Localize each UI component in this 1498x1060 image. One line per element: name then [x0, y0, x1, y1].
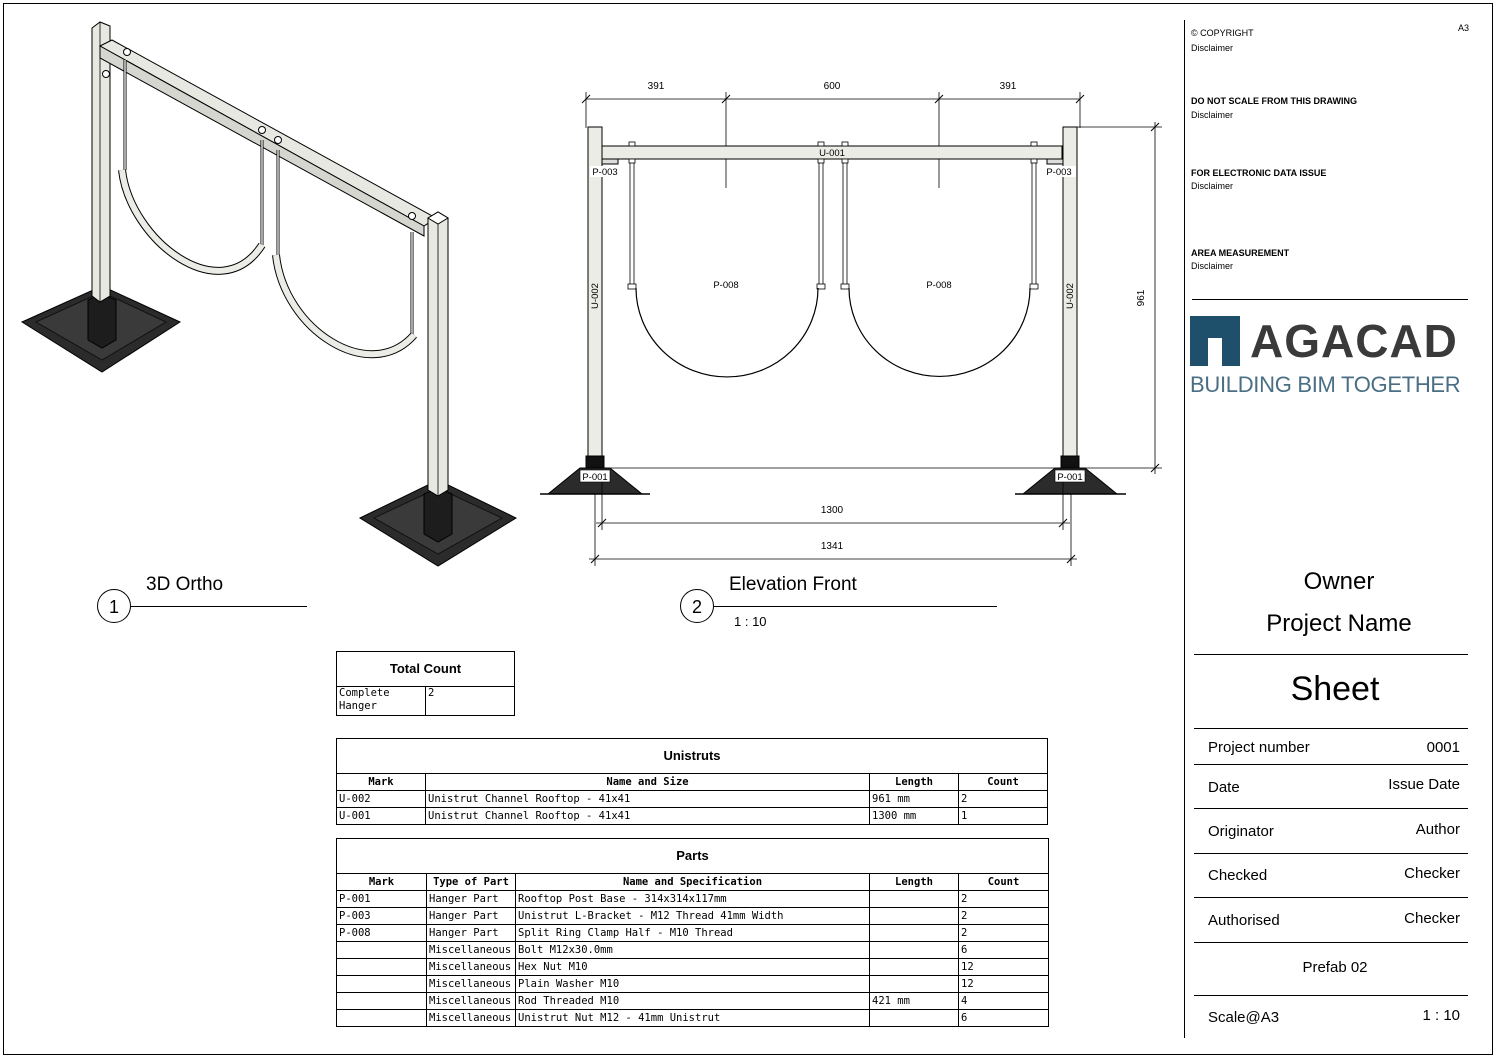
divider [1194, 654, 1468, 655]
dim-outer: 1341 [820, 541, 844, 552]
label-originator: Originator [1208, 823, 1274, 840]
view-number-elevation: 2 [680, 589, 714, 623]
divider [1194, 808, 1468, 809]
table-row [337, 1010, 1049, 1027]
table-row [337, 808, 1048, 825]
dim-right: 391 [999, 81, 1017, 92]
cell: 961 mm [870, 791, 959, 808]
parts-schedule [336, 838, 1049, 1027]
cell: 1 [959, 808, 1048, 825]
sheet-name: Sheet [1290, 670, 1380, 708]
cell: P-001 [337, 891, 427, 908]
dim-inner: 1300 [820, 505, 844, 516]
table-row [337, 908, 1049, 925]
value-scale: 1 : 10 [1422, 1007, 1460, 1024]
clamp-right-label: P-008 [926, 280, 952, 291]
cell: 1300 mm [870, 808, 959, 825]
cell [337, 959, 427, 976]
beam-label: U-001 [819, 148, 845, 159]
unistruts-title: Unistruts [337, 739, 1048, 774]
cell: Hex Nut M10 [516, 959, 870, 976]
cell [337, 942, 427, 959]
total-count-schedule [336, 651, 515, 716]
logo-name: AGACAD [1250, 315, 1458, 367]
cell [870, 908, 959, 925]
parts-header-mark: Mark [337, 874, 427, 891]
prefab-label: Prefab 02 [1302, 959, 1368, 976]
total-count-title: Total Count [337, 652, 515, 687]
parts-header-name: Name and Specification [516, 874, 870, 891]
divider [1194, 853, 1468, 854]
cell: Hanger Part [427, 925, 516, 942]
divider [1194, 897, 1468, 898]
top-beam [100, 40, 436, 226]
cell: Unistrut Channel Rooftop - 41x41 [426, 808, 870, 825]
cell: Unistrut L-Bracket - M12 Thread 41mm Width [516, 908, 870, 925]
cell: P-003 [337, 908, 427, 925]
view-scale-elevation: 1 : 10 [734, 614, 767, 629]
cell: Miscellaneous [427, 1010, 516, 1027]
value-checked: Checker [1404, 865, 1460, 882]
left-post [92, 22, 110, 302]
ortho-3d-view [0, 0, 560, 580]
post-right-label: U-002 [1065, 283, 1076, 309]
total-count-label: Complete Hanger [337, 687, 426, 716]
disclaimer-title-scale: DO NOT SCALE FROM THIS DRAWING [1191, 96, 1357, 106]
disclaimer-text-scale: Disclaimer [1191, 110, 1234, 120]
clamp-left-label: P-008 [713, 280, 739, 291]
divider [1194, 995, 1468, 996]
cell: 6 [959, 1010, 1049, 1027]
cell: 2 [959, 891, 1049, 908]
cell: Miscellaneous [427, 942, 516, 959]
cell: 421 mm [870, 993, 959, 1010]
view-title-line-elevation [714, 606, 997, 607]
disclaimer-title-electronic: FOR ELECTRONIC DATA ISSUE [1191, 168, 1327, 178]
cell: Split Ring Clamp Half - M10 Thread [516, 925, 870, 942]
cell [337, 993, 427, 1010]
cell [870, 1010, 959, 1027]
cell: 12 [959, 959, 1049, 976]
table-row [337, 791, 1048, 808]
bracket-right-label: P-003 [1046, 167, 1072, 178]
cell: P-008 [337, 925, 427, 942]
cell [870, 959, 959, 976]
value-project-number: 0001 [1426, 739, 1460, 756]
cell: 6 [959, 942, 1049, 959]
label-scale: Scale@A3 [1208, 1009, 1280, 1026]
table-row [337, 976, 1049, 993]
parts-header-length: Length [870, 874, 959, 891]
cell: Rod Threaded M10 [516, 993, 870, 1010]
cell [337, 1010, 427, 1027]
unistruts-header-mark: Mark [337, 774, 426, 791]
cell [870, 942, 959, 959]
label-authorised: Authorised [1208, 912, 1280, 929]
cell: U-002 [337, 791, 426, 808]
dim-left: 391 [647, 81, 665, 92]
cell: Miscellaneous [427, 959, 516, 976]
cell: Rooftop Post Base - 314x314x117mm [516, 891, 870, 908]
cell: Unistrut Channel Rooftop - 41x41 [426, 791, 870, 808]
divider [1194, 764, 1468, 765]
cell: 2 [959, 908, 1049, 925]
cell: Miscellaneous [427, 993, 516, 1010]
cell [870, 891, 959, 908]
cell [870, 925, 959, 942]
base-right-label: P-001 [1057, 472, 1083, 483]
unistruts-header-count: Count [959, 774, 1048, 791]
base-left-label: P-001 [582, 472, 608, 483]
parts-header-type: Type of Part [427, 874, 516, 891]
cell: 4 [959, 993, 1049, 1010]
table-row [337, 959, 1049, 976]
cell: 12 [959, 976, 1049, 993]
cell: 2 [959, 925, 1049, 942]
bracket-left-label: P-003 [592, 167, 618, 178]
cell: Hanger Part [427, 891, 516, 908]
title-block-divider [1184, 20, 1185, 1038]
sheet-size-label: A3 [1458, 23, 1470, 33]
cell [870, 976, 959, 993]
label-checked: Checked [1208, 867, 1268, 884]
divider [1194, 728, 1468, 729]
table-row [337, 925, 1049, 942]
owner: Owner [1303, 568, 1375, 595]
view-number-ortho: 1 [97, 589, 131, 623]
value-date: Issue Date [1388, 776, 1460, 793]
disclaimer-text-electronic: Disclaimer [1191, 181, 1234, 191]
cell: Hanger Part [427, 908, 516, 925]
divider [1194, 942, 1468, 943]
elev-clamp-right [849, 288, 1030, 376]
view-title-elevation: Elevation Front [729, 574, 857, 595]
unistruts-header-length: Length [870, 774, 959, 791]
cell: Unistrut Nut M12 - 41mm Unistrut [516, 1010, 870, 1027]
dim-height: 961 [1136, 289, 1147, 307]
dim-mid: 600 [823, 81, 841, 92]
disclaimer-text-copyright: Disclaimer [1191, 43, 1234, 53]
divider [1192, 299, 1468, 300]
view-title-ortho: 3D Ortho [146, 574, 224, 595]
unistruts-schedule [336, 738, 1048, 825]
disclaimer-text-area: Disclaimer [1191, 261, 1234, 271]
label-date: Date [1208, 779, 1240, 796]
post-left-label: U-002 [590, 283, 601, 309]
cell: Miscellaneous [427, 976, 516, 993]
view-title-line-ortho [131, 606, 307, 607]
disclaimer-title-copyright: © COPYRIGHT [1191, 28, 1254, 38]
disclaimer-title-area: AREA MEASUREMENT [1191, 248, 1290, 258]
value-originator: Author [1415, 821, 1460, 838]
parts-title: Parts [337, 839, 1049, 874]
table-row [337, 891, 1049, 908]
value-authorised: Checker [1404, 910, 1460, 927]
cell: Bolt M12x30.0mm [516, 942, 870, 959]
logo-tagline: BUILDING BIM TOGETHER [1190, 372, 1461, 397]
parts-header-count: Count [959, 874, 1049, 891]
cell: U-001 [337, 808, 426, 825]
project-name: Project Name [1266, 610, 1412, 637]
cell: Plain Washer M10 [516, 976, 870, 993]
elev-clamp-left [636, 288, 818, 377]
agacad-logo-icon [1190, 316, 1242, 366]
label-project-number: Project number [1208, 739, 1310, 756]
elevation-front-view [530, 70, 1180, 570]
table-row [337, 942, 1049, 959]
unistruts-header-name: Name and Size [426, 774, 870, 791]
cell [337, 976, 427, 993]
cell: 2 [959, 791, 1048, 808]
table-row [337, 993, 1049, 1010]
total-count-value: 2 [426, 687, 515, 716]
